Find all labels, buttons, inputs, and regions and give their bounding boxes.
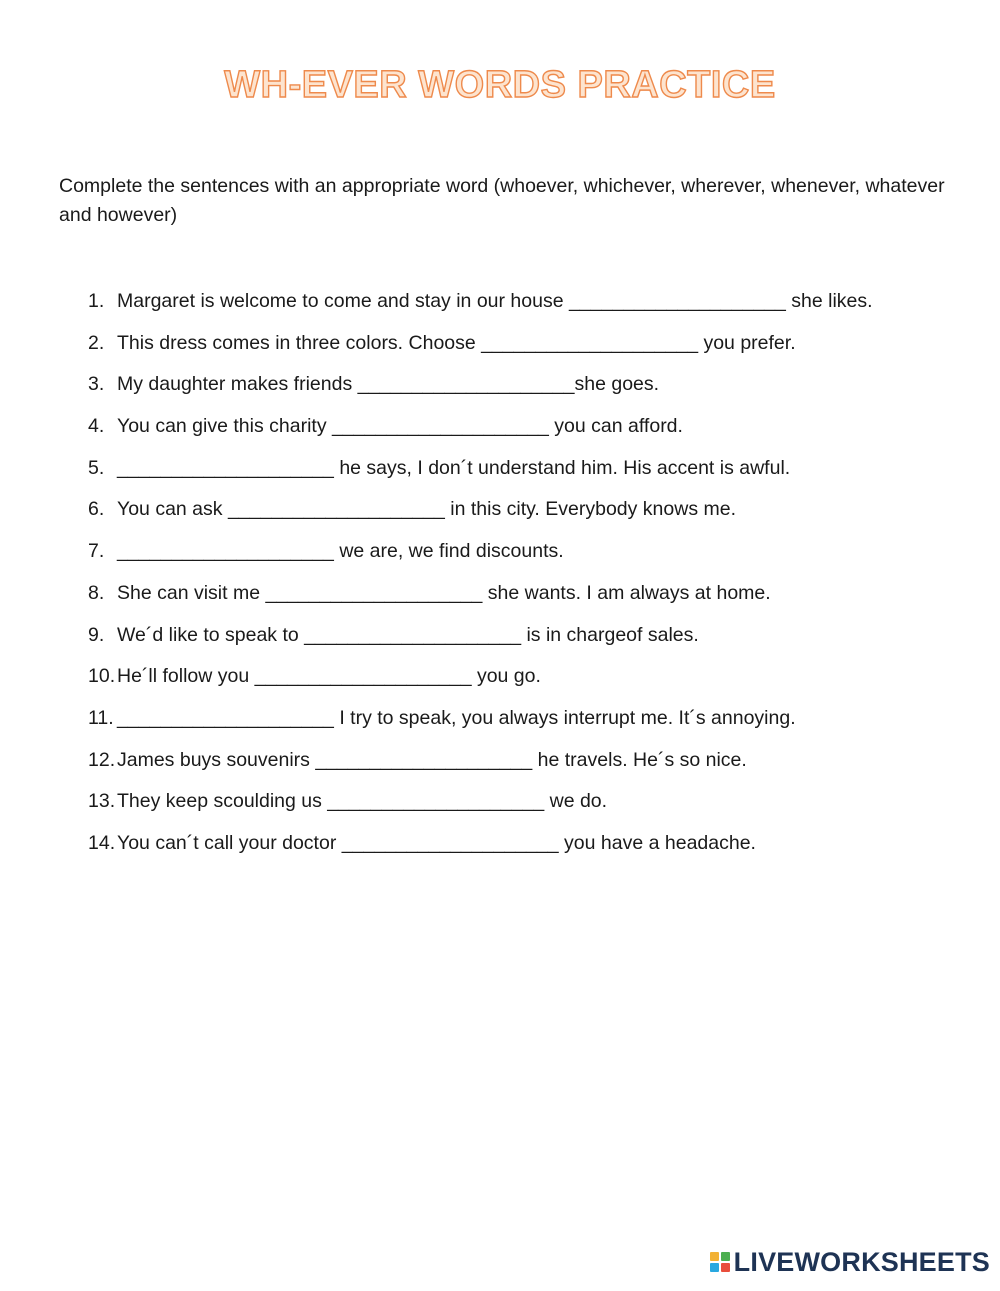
exercise-item xyxy=(88,454,968,496)
logo-square-3 xyxy=(710,1263,719,1272)
exercise-number: 9. xyxy=(88,623,105,646)
exercise-item xyxy=(88,829,968,871)
exercise-number: 12. xyxy=(88,748,116,771)
exercise-item xyxy=(88,579,968,621)
exercise-sentence: She can visit me ____________________ she wants. I am always at home. xyxy=(117,581,771,604)
exercise-sentence: ____________________ I try to speak, you always interrupt me. It´s annoying. xyxy=(117,706,796,729)
logo-square-1 xyxy=(710,1252,719,1261)
exercise-sentence: Margaret is welcome to come and stay in our house ____________________ she likes. xyxy=(117,290,873,312)
exercise-item xyxy=(88,704,968,746)
exercise-sentence: They keep scoulding us ____________________ we do. xyxy=(117,790,608,813)
exercise-number: 1. xyxy=(88,290,105,312)
brand-name: LIVEWORKSHEETS xyxy=(733,1246,990,1277)
exercise-number: 7. xyxy=(88,540,105,563)
exercise-item xyxy=(88,746,968,788)
exercise-number: 11. xyxy=(88,706,114,729)
exercise-number: 2. xyxy=(88,331,105,354)
page-title: WH-EVER WORDS PRACTICE xyxy=(224,64,776,106)
logo-square-4 xyxy=(721,1263,730,1272)
exercise-item xyxy=(88,329,968,371)
instructions-text: Complete the sentences with an appropriate word (whoever, whichever, wherever, whenever, whatever and however) xyxy=(59,175,945,226)
exercise-number: 4. xyxy=(88,415,105,438)
exercise-number: 5. xyxy=(88,456,105,479)
logo-square-2 xyxy=(721,1252,730,1261)
exercise-sentence: You can give this charity ____________________ you can afford. xyxy=(117,415,683,438)
exercise-item xyxy=(88,412,968,454)
exercise-number: 8. xyxy=(88,581,105,604)
exercise-sentence: You can ask ____________________ in this city. Everybody knows me. xyxy=(117,498,737,521)
exercise-item xyxy=(88,495,968,537)
exercise-sentence: You can´t call your doctor ____________________ you have a headache. xyxy=(117,831,756,854)
exercise-sentence: This dress comes in three colors. Choose ____________________ you prefer. xyxy=(117,331,796,354)
exercise-number: 13. xyxy=(88,790,116,813)
exercise-sentence: ____________________ he says, I don´t understand him. His accent is awful. xyxy=(117,456,791,479)
exercise-sentence: We´d like to speak to ____________________ is in chargeof sales. xyxy=(117,623,699,646)
exercise-number: 10. xyxy=(88,665,116,688)
exercise-list xyxy=(88,287,968,871)
exercise-number: 6. xyxy=(88,498,105,521)
exercise-item xyxy=(88,287,968,329)
exercise-number: 14. xyxy=(88,831,116,854)
exercise-sentence: ____________________ we are, we find discounts. xyxy=(117,540,564,563)
exercise-item xyxy=(88,621,968,663)
liveworksheets-brand xyxy=(710,1247,990,1277)
exercise-number: 3. xyxy=(88,373,105,396)
exercise-sentence: My daughter makes friends ____________________she goes. xyxy=(117,373,660,396)
liveworksheets-logo-icon xyxy=(710,1252,730,1272)
exercise-sentence: James buys souvenirs ____________________ he travels. He´s so nice. xyxy=(117,748,747,771)
exercise-item xyxy=(88,662,968,704)
exercise-sentence: He´ll follow you ____________________ you go. xyxy=(117,665,541,688)
exercise-item xyxy=(88,370,968,412)
exercise-item xyxy=(88,537,968,579)
exercise-item xyxy=(88,787,968,829)
